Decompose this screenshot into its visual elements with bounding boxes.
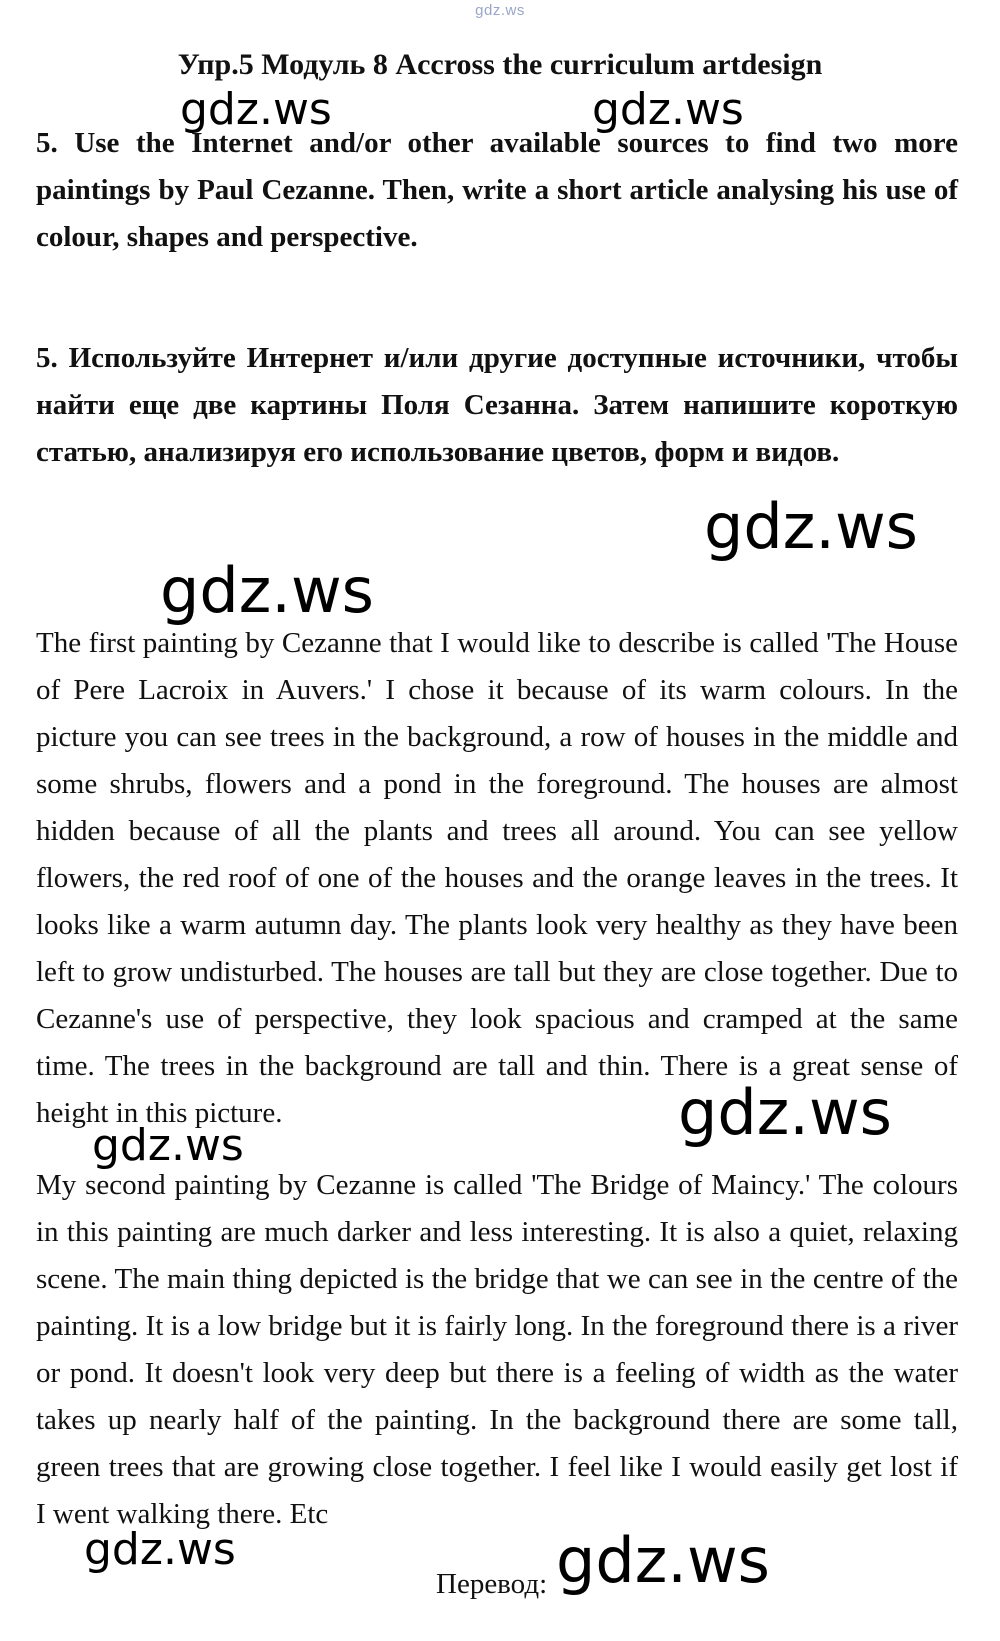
watermark: gdz.ws [592, 84, 744, 135]
watermark: gdz.ws [556, 1524, 770, 1597]
watermark: gdz.ws [704, 490, 918, 563]
task-russian: 5. Используйте Интернет и/или другие доступные источники, чтобы найти еще две картины Поля Сезанна. Затем напишите короткую статью, анализируя его использование цветов, форм и видов. [36, 342, 958, 468]
watermark: gdz.ws [678, 1076, 892, 1149]
watermark: gdz.ws [84, 1524, 236, 1575]
translation-label: Перевод: [436, 1568, 548, 1600]
answer-paragraph-2: My second painting by Cezanne is called 'The Bridge of Maincy.' The colours in this painting are much darker and less interesting. It is also a quiet, relaxing scene. The main thing depicted is the bridge that we can see in the centre of the painting. It is a low bridge but it is fairly long. In the foreground there is a river or pond. It doesn't look very deep but there is a feeling of width as the water takes up nearly half of the painting. In the background there are some tall, green trees that are growing close together. I feel like I would easily get lost if I went walking there. Etc [36, 1169, 958, 1530]
page-title: Упр.5 Модуль 8 Accross the curriculum artdesign [177, 48, 823, 81]
answer-paragraph-1: The first painting by Cezanne that I would like to describe is called 'The House of Pere Lacroix in Auvers.' I chose it because of its warm colours. In the picture you can see trees in the background, a row of houses in the middle and some shrubs, flowers and a pond in the foreground. The houses are almost hidden because of all the plants and trees all around. You can see yellow flowers, the red roof of one of the houses and the orange leaves in the trees. It looks like a warm autumn day. The plants look very healthy as they have been left to grow undisturbed. The houses are tall but they are close together. Due to Cezanne's use of perspective, they look spacious and cramped at the same time. The trees in the background are tall and thin. There is a great sense of height in this picture. [36, 627, 958, 1129]
watermark: gdz.ws [160, 554, 374, 627]
task-english: 5. Use the Internet and/or other available sources to find two more paintings by Paul Cezanne. Then, write a short article analysing his use of colour, shapes and perspective. [36, 127, 958, 253]
watermark: gdz.ws [180, 84, 332, 135]
site-mark: gdz.ws [475, 2, 525, 19]
watermark: gdz.ws [92, 1120, 244, 1171]
